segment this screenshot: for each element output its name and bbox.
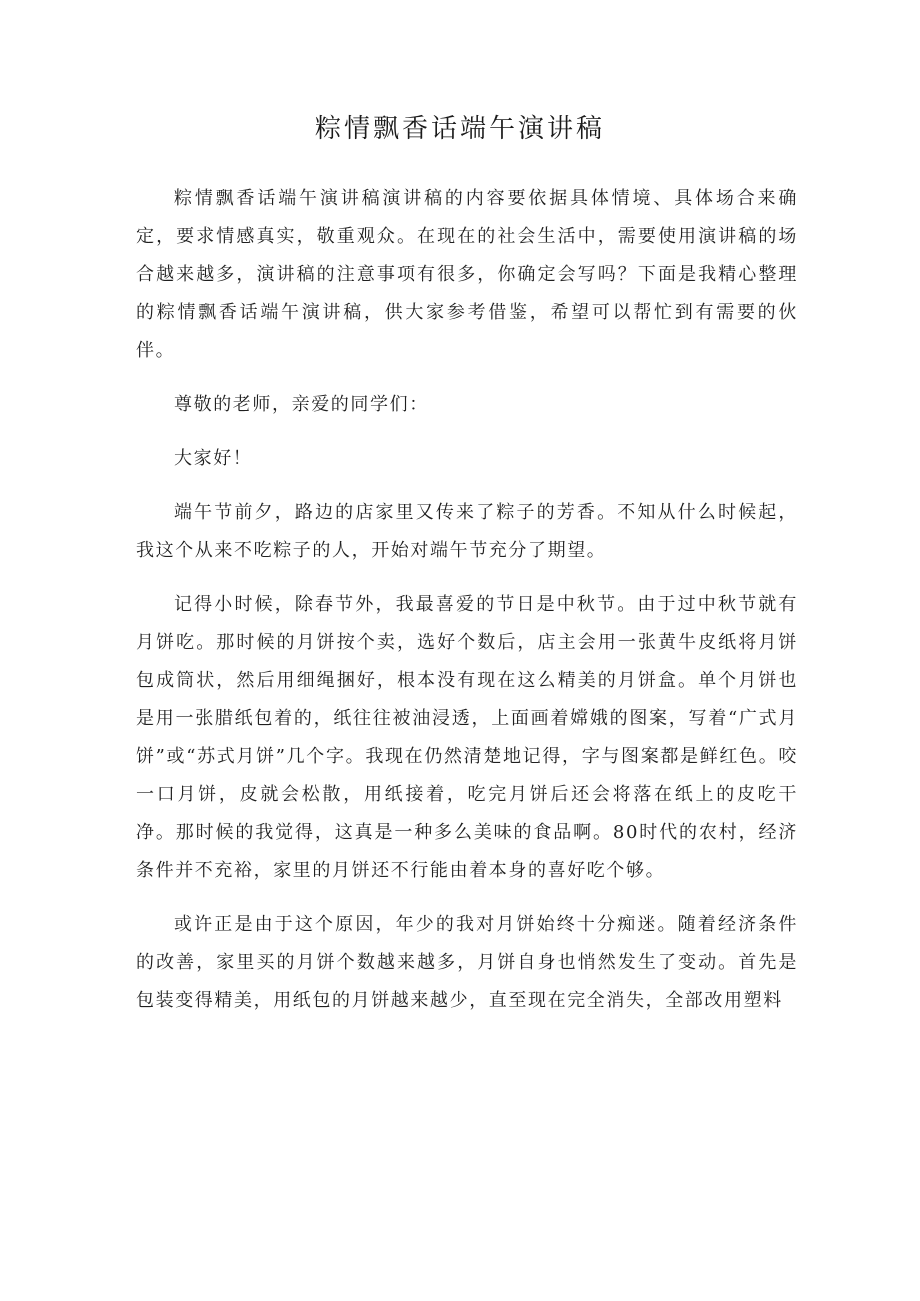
paragraph-greeting: 大家好！ bbox=[174, 448, 253, 469]
paragraph-dragon-boat-eve: 端午节前夕，路边的店家里又传来了粽子的芳香。不知从什么时候起，我这个从来不吃粽子的人，开始对端午节充分了期望。 bbox=[136, 502, 798, 561]
paragraph-salutation: 尊敬的老师，亲爱的同学们： bbox=[174, 394, 429, 415]
document-body bbox=[136, 180, 798, 1036]
paragraph-childhood-mooncake: 记得小时候，除春节外，我最喜爱的节日是中秋节。由于过中秋节就有月饼吃。那时候的月饼按个卖，选好个数后，店主会用一张黄牛皮纸将月饼包成筒状，然后用细绳捆好，根本没有现在这么精美的月饼盒。单个月饼也是用一张腊纸包着的，纸往往被油浸透，上面画着嫦娥的图案，写着“广式月饼”或“苏式月饼”几个字。我现在仍然清楚地记得，字与图案都是鲜红色。咬一口月饼，皮就会松散，用纸接着，吃完月饼后还会将落在纸上的皮吃干净。那时候的我觉得，这真是一种多么美味的食品啊。80时代的农村，经济条件并不充裕，家里的月饼还不行能由着本身的喜好吃个够。 bbox=[136, 594, 798, 881]
page-title: 粽情飘香话端午演讲稿 bbox=[314, 114, 605, 144]
paragraph-intro: 粽情飘香话端午演讲稿演讲稿的内容要依据具体情境、具体场合来确定，要求情感真实，敬重观众。在现在的社会生活中，需要使用演讲稿的场合越来越多，演讲稿的注意事项有很多，你确定会写吗？下面是我精心整理的粽情飘香话端午演讲稿，供大家参考借鉴，希望可以帮忙到有需要的伙伴。 bbox=[136, 188, 798, 361]
paragraph-mooncake-change: 或许正是由于这个原因，年少的我对月饼始终十分痴迷。随着经济条件的改善，家里买的月饼个数越来越多，月饼自身也悄然发生了变动。首先是包装变得精美，用纸包的月饼越来越少，直至现在完全消失，全部改用塑料 bbox=[136, 914, 798, 1011]
